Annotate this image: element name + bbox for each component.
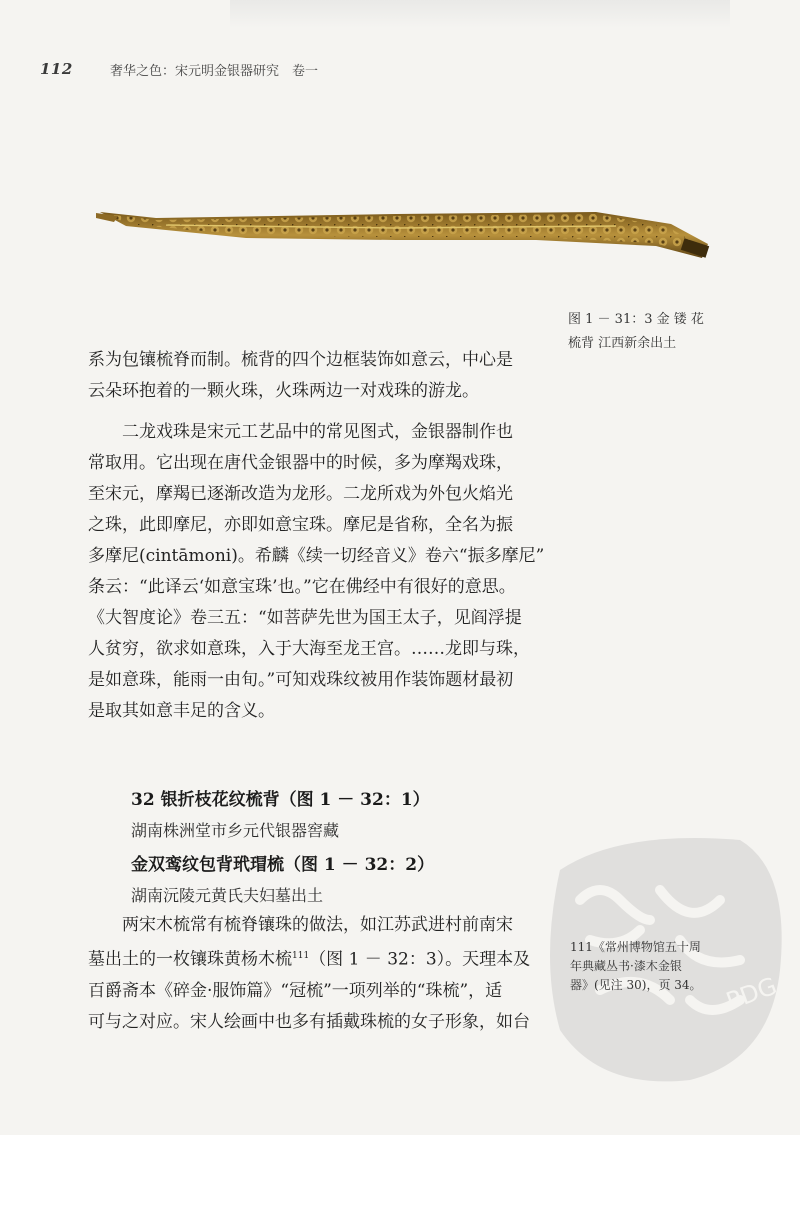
text-line	[88, 941, 558, 976]
text-line: 二龙戏珠是宋元工艺品中的常见图式，金银器制作也	[122, 422, 513, 442]
section-heading: 32 银折枝花纹梳背（图 1 － 32：1）	[131, 790, 430, 810]
page-number: 112	[40, 60, 73, 78]
section-heading: 金双鸾纹包背玳瑁梳（图 1 － 32：2）	[131, 855, 435, 875]
text-line: 之珠，此即摩尼，亦即如意宝珠。摩尼是省称，全名为振	[88, 515, 513, 535]
footnote-ref[interactable]: 111	[292, 951, 310, 961]
caption-line: 梳背 江西新余出土	[568, 336, 677, 351]
text-line: 可与之对应。宋人绘画中也多有插戴珠梳的女子形象，如台	[88, 1011, 530, 1032]
text-line: 两宋木梳常有梳脊镶珠的做法，如江苏武进村前南宋	[122, 915, 513, 935]
watermark-label: PDG	[722, 971, 781, 1016]
provenance-line: 湖南株洲堂市乡元代银器窖藏	[131, 821, 340, 840]
gold-comb-back-photo	[96, 200, 716, 275]
footnote-line: 年典藏丛书·漆木金银	[570, 959, 682, 973]
body-text-block	[88, 910, 558, 1038]
body-text-block	[88, 345, 558, 727]
text-line: 至宋元，摩羯已逐渐改造为龙形。二龙所戏为外包火焰光	[88, 484, 513, 504]
figure-caption	[568, 308, 738, 356]
text-line: 《大智度论》卷三五：“如菩萨先世为国王太子，见阎浮提	[88, 608, 522, 628]
provenance-line: 湖南沅陵元黄氏夫妇墓出土	[131, 886, 324, 905]
footnote-line: 器》(见注 30)，页 34。	[570, 978, 702, 992]
running-title: 奢华之色：宋元明金银器研究 卷一	[110, 64, 319, 79]
text-line: 多摩尼(cintāmoni)。希麟《续一切经音义》卷六“振多摩尼”	[88, 546, 545, 566]
text-line: 百爵斋本《碎金·服饰篇》“冠梳”一项列举的“珠梳”，适	[88, 980, 503, 1001]
footnote	[570, 938, 720, 995]
footnote-line: 111《常州博物馆五十周	[570, 940, 701, 954]
caption-line: 图 1 － 31：3 金 镂 花	[568, 312, 704, 327]
text-line: 条云：“此译云‘如意宝珠’也。”它在佛经中有很好的意思。	[88, 577, 516, 597]
text-line: 是取其如意丰足的含义。	[88, 701, 275, 721]
text-line: 人贫穷，欲求如意珠，入于大海至龙王宫。……龙即与珠，	[88, 639, 530, 659]
text-line: 是如意珠，能雨一由旬。”可知戏珠纹被用作装饰题材最初	[88, 670, 514, 690]
text-span: （图 1 － 32：3）。天理本及	[309, 949, 531, 970]
text-line: 常取用。它出现在唐代金银器中的时候，多为摩羯戏珠，	[88, 453, 513, 473]
running-header	[40, 60, 720, 86]
text-span: 墓出土的一枚镶珠黄杨木梳	[88, 949, 292, 970]
text-line: 系为包镶梳脊而制。梳背的四个边框装饰如意云，中心是	[88, 350, 513, 370]
scan-shadow	[230, 0, 730, 28]
text-line: 云朵环抱着的一颗火珠，火珠两边一对戏珠的游龙。	[88, 381, 479, 401]
